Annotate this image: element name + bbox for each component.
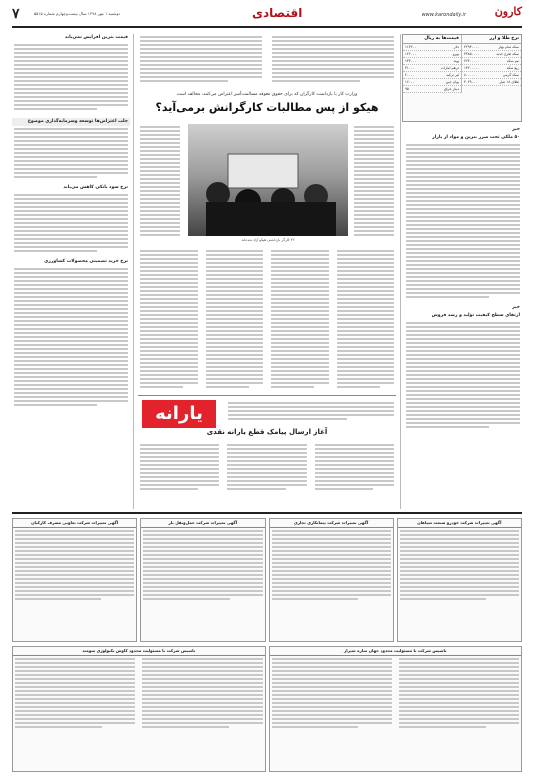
fx-row <box>403 86 461 93</box>
ad-1: آگهی تغییرات شرکت خودرو صنعت سپاهان <box>397 518 522 642</box>
ad-5: تاسیس شرکت با مسئولیت محدود جهان سازه شیراز <box>269 646 523 772</box>
fx-value: ۱۱۴۲۰۰ <box>405 45 417 49</box>
gold-title: نرخ طلا و ارز <box>462 35 521 44</box>
subsidy-banner: یارانه <box>142 400 216 428</box>
fx-value: ۱۶۰۰۰ <box>405 80 415 84</box>
fx-row <box>403 58 461 65</box>
fx-row <box>403 72 461 79</box>
gold-label: ربع سکه <box>506 66 519 70</box>
fx-label: درهم امارات <box>440 66 459 70</box>
right-head-2: ارتقای سطح کیفیت تولید و رشد فروش <box>431 313 520 318</box>
gold-value: ۴۰۲۹۰۰۰ <box>464 80 478 84</box>
main-col-4 <box>138 124 182 236</box>
gold-label: نیم سکه <box>506 59 519 63</box>
right-head-1: ۵۰ ملکی تحت ضرر بنزین و مواد از بازار <box>432 135 520 140</box>
page-header <box>12 4 522 28</box>
fx-row <box>403 65 461 72</box>
market-box <box>402 34 522 122</box>
photo-caption: ۲۲ کارگر بازداشتی هپکو آزاد شده‌اند <box>241 238 295 242</box>
gold-row <box>462 79 521 86</box>
left-text-4 <box>12 268 130 406</box>
fx-label: لیر ترکیه <box>446 73 459 77</box>
main-story <box>138 124 396 394</box>
section-divider <box>138 395 396 396</box>
left-text-1 <box>12 44 130 110</box>
subsidy-headline: آغاز ارسال پیامک قطع یارانه نقدی <box>206 428 328 436</box>
fx-value: ۲۰۰۰۰ <box>405 73 415 77</box>
left-text-3 <box>12 194 130 252</box>
gold-label: سکه تمام بهار <box>498 45 519 49</box>
gold-label: سکه طرح جدید <box>496 52 519 56</box>
gold-row <box>462 58 521 65</box>
gold-value: ۲۲۴۰۰۰۰۰ <box>464 59 480 63</box>
fx-row <box>403 44 461 51</box>
subsidy-upper-text <box>226 400 396 420</box>
fx-value: ۳۱۰۰۰ <box>405 66 415 70</box>
gold-value: ۴۳۸۵۰۰۰۰ <box>464 52 480 56</box>
newspaper-logo: کارون <box>494 5 522 18</box>
gold-value: ۸۰۰۰۰۰۰ <box>464 73 478 77</box>
fx-label: یورو <box>452 52 459 56</box>
gold-row <box>462 51 521 58</box>
left-column <box>12 34 130 504</box>
fx-label: یوان چین <box>445 80 459 84</box>
ad-6: تاسیس شرکت با مسئولیت محدود کاوش تکنولوژی سومند <box>12 646 266 772</box>
right-sub-2: خبر <box>512 305 520 310</box>
kicker: وزارت کار با بازداشت کارگران که برای حقوق معوقه مسالمت‌آمیز اعتراض می‌کنند، مخالف است <box>176 92 358 97</box>
right-sub-1: خبر <box>512 127 520 132</box>
dateline: دوشنبه ۱ مهر ۱۳۹۸ سال بیست‌وچهارم شماره ۵۵۱۵ <box>34 11 121 16</box>
main-headline-block <box>138 92 396 115</box>
fx-label: دلار <box>453 45 459 49</box>
gold-row <box>462 44 521 51</box>
ad-3: آگهی تغییرات شرکت حمل‌ونقل بار <box>140 518 265 642</box>
ads-row-1 <box>12 518 522 642</box>
protest-photo-illustration <box>188 124 348 236</box>
left-text-2 <box>12 128 130 178</box>
left-head-3: نرخ سود بانکی کاهش می‌یابد <box>63 185 128 190</box>
main-lower-columns <box>138 248 396 388</box>
main-col-1 <box>352 124 396 236</box>
ad-2: آگهی تغییرات شرکت پیمانکاری تجاری <box>269 518 394 642</box>
gold-row <box>462 72 521 79</box>
fx-row <box>403 79 461 86</box>
gold-value: ۴۲۹۳۰۰۰۰ <box>464 45 480 49</box>
brief-1 <box>270 34 396 82</box>
left-head-2: جلب اعتراض‌ها توسعه وسرمایه‌گذاری موضوع <box>12 118 130 126</box>
gold-value: ۱۳۲۰۰۰۰۰ <box>464 66 480 70</box>
fx-label: پوند <box>453 59 459 63</box>
fx-title: قیمت‌ها به ریال <box>403 35 461 44</box>
page-number: ۷ <box>12 6 20 22</box>
main-photo <box>188 124 348 236</box>
subsidy-story <box>138 398 396 506</box>
website-url[interactable]: www.karondaily.ir <box>421 12 466 18</box>
gold-label: طلای ۱۸ عیار <box>499 80 519 84</box>
left-head-1: قیمت بنزین افزایش نمی‌یابد <box>64 35 128 40</box>
right-column <box>404 126 522 506</box>
ad-4: آگهی تغییرات شرکت تعاونی مصرف کارکنان <box>12 518 137 642</box>
brief-2 <box>138 34 264 82</box>
left-head-4: نرخ خرید تضمینی محصولات کشاورزی <box>44 259 128 264</box>
gold-label: سکه گرمی <box>502 73 519 77</box>
fx-value: ۱۲۶۰۰۰ <box>405 52 417 56</box>
main-headline: هیکو از پس مطالبات کارگرانش برمی‌آید؟ <box>155 101 379 114</box>
fx-value: ۱۴۳۰۰۰ <box>405 59 417 63</box>
gold-row <box>462 65 521 72</box>
center-top-briefs <box>138 34 396 90</box>
section-title: اقتصادی <box>252 6 303 20</box>
fx-value: ۹۵ <box>405 87 409 91</box>
column-rule <box>400 34 401 509</box>
column-rule <box>133 34 134 509</box>
right-text-1 <box>404 144 522 298</box>
right-text-2 <box>404 322 522 428</box>
fx-label: دینار عراق <box>443 87 459 91</box>
fx-row <box>403 51 461 58</box>
ads-divider <box>12 512 522 514</box>
ads-row-2 <box>12 646 522 772</box>
